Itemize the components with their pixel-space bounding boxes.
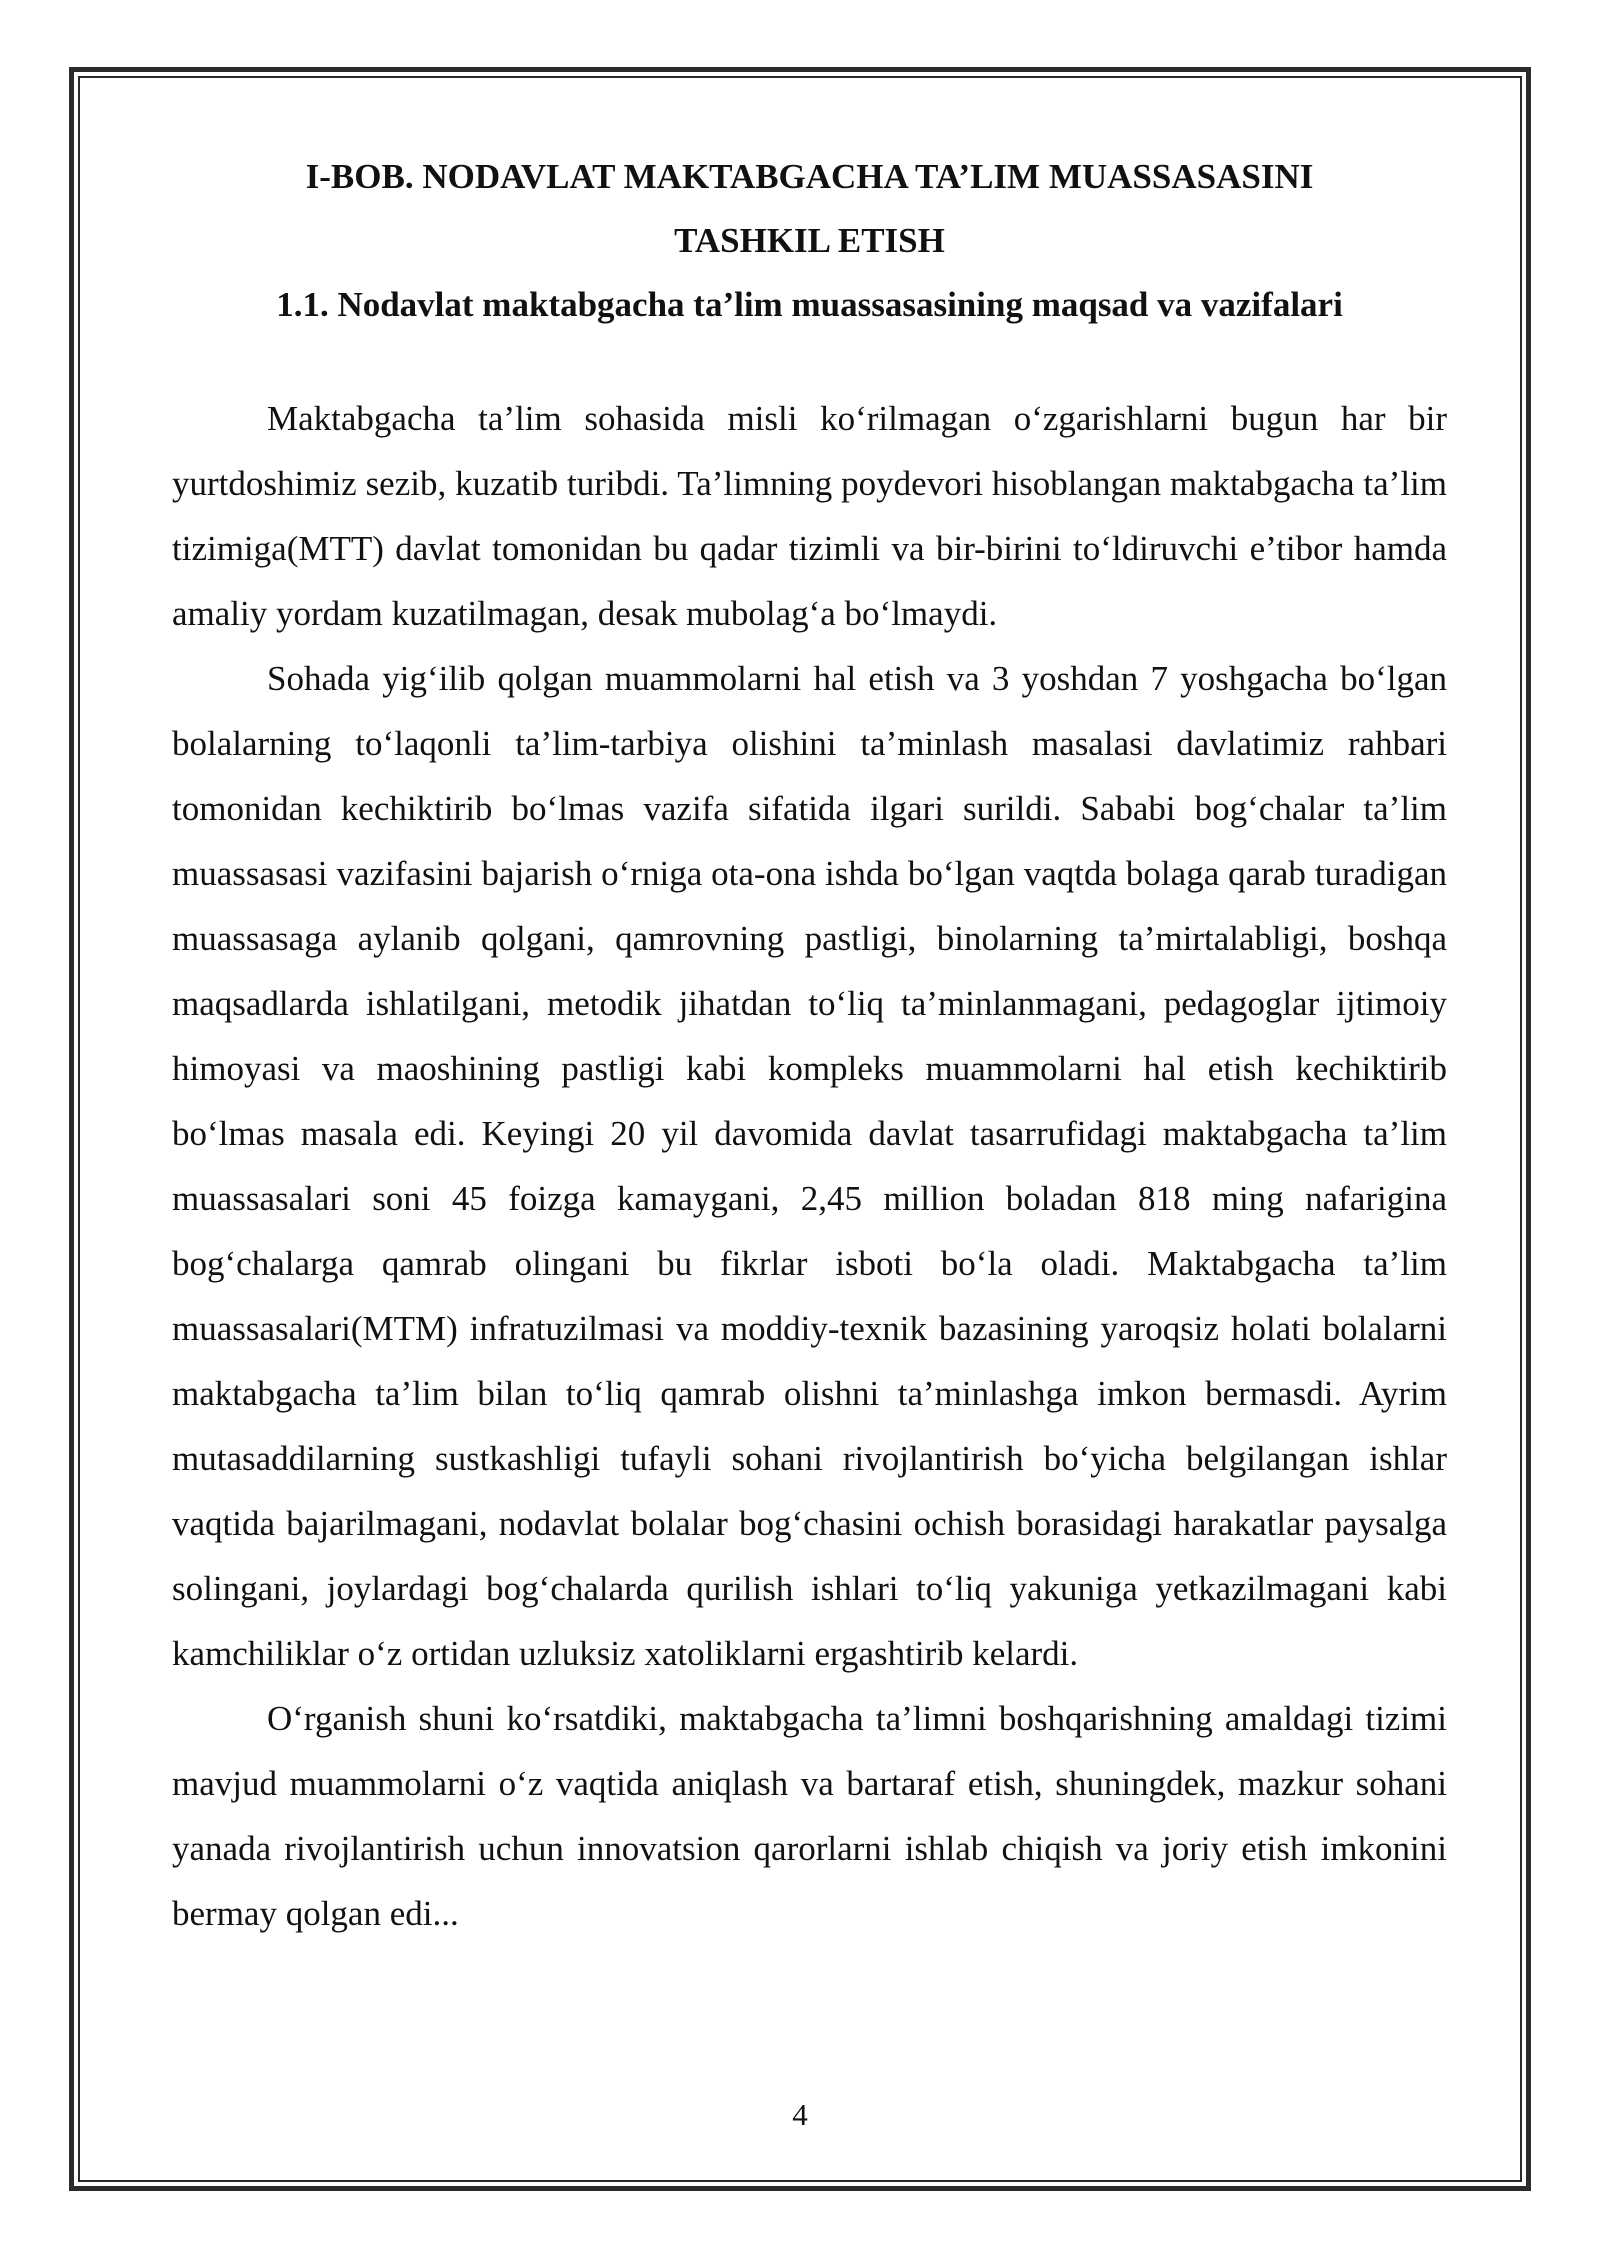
chapter-title-line-1: I-BOB. NODAVLAT MAKTABGACHA TA’LIM MUASSASASINI bbox=[305, 157, 1314, 196]
paragraph-2: Sohada yig‘ilib qolgan muammolarni hal etish va 3 yoshdan 7 yoshgacha bo‘lgan bolalarning to‘laqonli ta’lim-tarbiya olishini ta’minlash masalasi davlatimiz rahbari tomonidan kechiktirib bo‘lmas vazifa sifatida ilgari surildi. Sababi bog‘chalar ta’lim muassasasi vazifasini bajarish o‘rniga ota-ona ishda bo‘lgan vaqtda bolaga qarab turadigan muassasaga aylanib qolgani, qamrovning pastligi, binolarning ta’mirtalabligi, boshqa maqsadlarda ishlatilgani, metodik jihatdan to‘liq ta’minlanmagani, pedagoglar ijtimoiy himoyasi va maoshining pastligi kabi kompleks muammolarni hal etish kechiktirib bo‘lmas masala edi. Keyingi 20 yil davomida davlat tasarrufidagi maktabgacha ta’lim muassasalari soni 45 foizga kamaygani, 2,45 million boladan 818 ming nafarigina bog‘chalarga qamrab olingani bu fikrlar isboti bo‘la oladi. Maktabgacha ta’lim muassasalari(MTM) infratuzilmasi va moddiy-texnik bazasining yaroqsiz holati bolalarni maktabgacha ta’lim bilan to‘liq qamrab olishni ta’minlashga imkon bermasdi. Ayrim mutasaddilarning sustkashligi tufayli sohani rivojlantirish bo‘yicha belgilangan ishlar vaqtida bajarilmagani, nodavlat bolalar bog‘chasini ochish borasidagi harakatlar paysalga solingani, joylardagi bog‘chalarda qurilish ishlari to‘liq yakuniga yetkazilmagani kabi kamchiliklar o‘z ortidan uzluksiz xatoliklarni ergashtirib kelardi. bbox=[172, 659, 1447, 1673]
section-title: 1.1. Nodavlat maktabgacha ta’lim muassasasining maqsad va vazifalari bbox=[276, 285, 1343, 324]
chapter-title-line-2: TASHKIL ETISH bbox=[674, 221, 945, 260]
body-text bbox=[172, 386, 1447, 1946]
page-content bbox=[172, 145, 1447, 1946]
paragraph-3: O‘rganish shuni ko‘rsatdiki, maktabgacha ta’limni boshqarishning amaldagi tizimi mavjud muammolarni o‘z vaqtida aniqlash va bartaraf etish, shuningdek, mazkur sohani yanada rivojlantirish uchun innovatsion qarorlarni ishlab chiqish va joriy etish imkonini bermay qolgan edi... bbox=[172, 1699, 1447, 1933]
paragraph-1: Maktabgacha ta’lim sohasida misli ko‘rilmagan o‘zgarishlarni bugun har bir yurtdoshimiz sezib, kuzatib turibdi. Ta’limning poydevori hisoblangan maktabgacha ta’lim tizimiga(MTT) davlat tomonidan bu qadar tizimli va bir-birini to‘ldiruvchi e’tibor hamda amaliy yordam kuzatilmagan, desak mubolag‘a bo‘lmaydi. bbox=[172, 399, 1447, 633]
page-number: 4 bbox=[792, 2097, 808, 2132]
